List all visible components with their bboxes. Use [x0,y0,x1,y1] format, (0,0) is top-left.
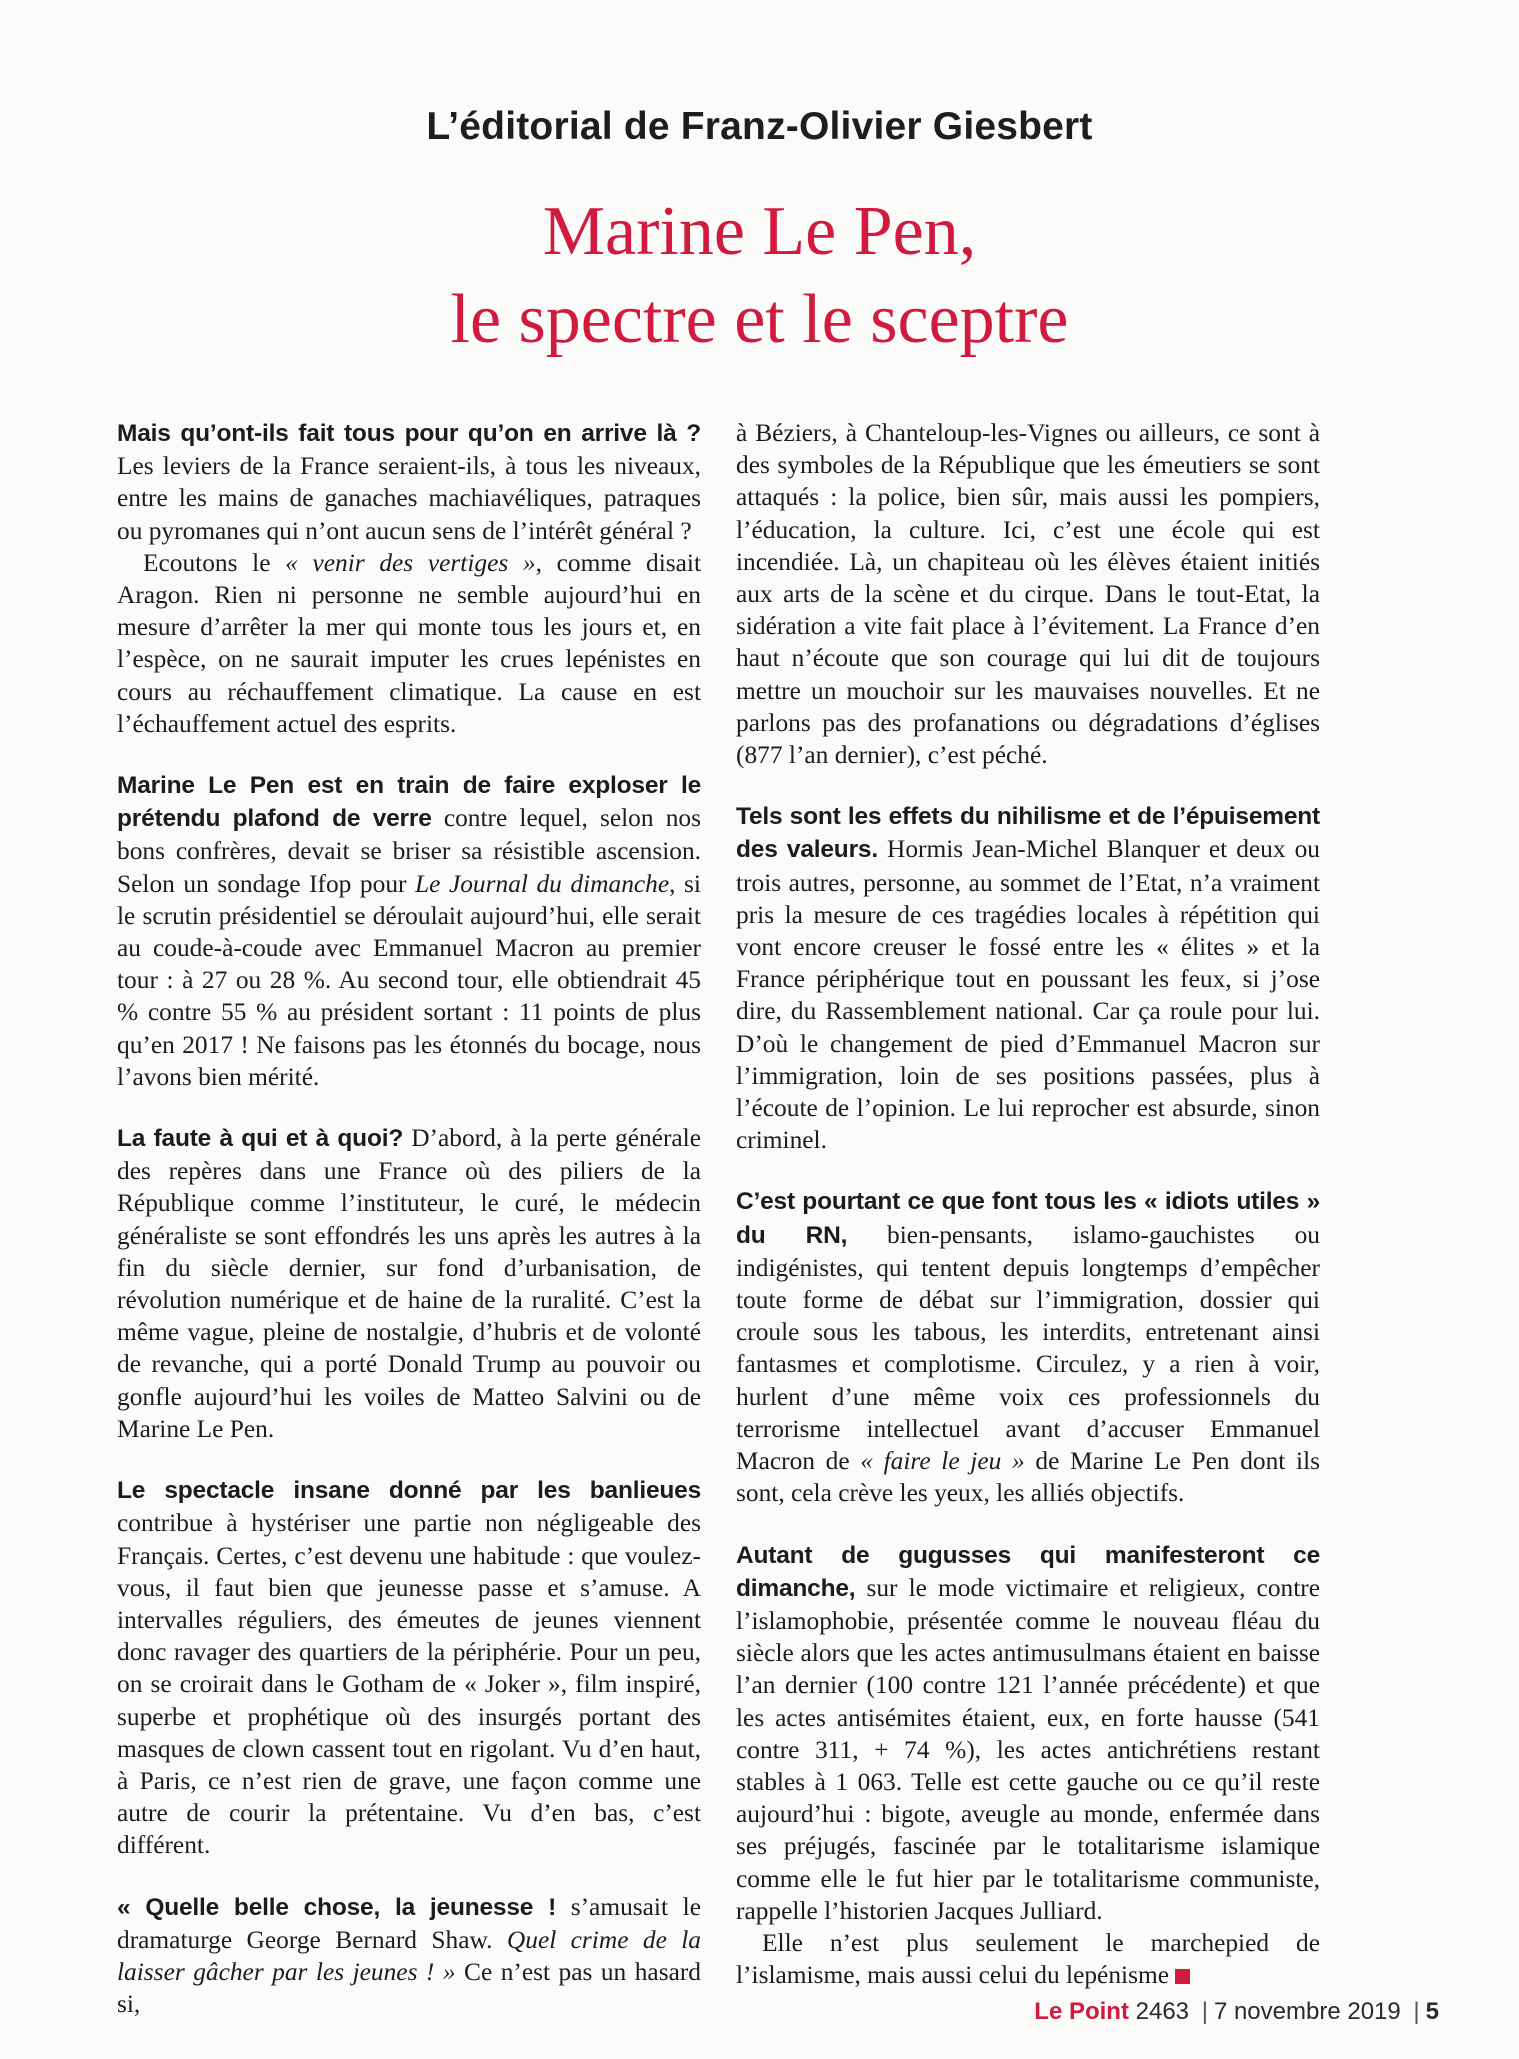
issue-date: 7 novembre 2019 [1213,1998,1401,2025]
paragraph [117,547,701,740]
paragraph-text: de Marine Le Pen dont ils sont, cela crève les yeux, les alliés objectifs. [736,1447,1320,1508]
paragraph-lead: Marine Le Pen est en train de faire exploser le prétendu plafond de verre [117,772,701,833]
title-line-2: le spectre et le sceptre [450,281,1069,358]
paragraph-text: D’abord, à la perte générale des repères dans une France où des piliers de la République comme l’instituteur, le curé, le médecin généraliste se sont effondrés les uns après les autres à la fin du siècle dernier, sur fond d’urbanisation, de révolution numérique et de haine de la ruralité. C’est la même vague, pleine de nostalgie, d’hubris et de volonté de revanche, qui a porté Donald Trump au pouvoir ou gonfle aujourd’hui les voiles de Matteo Salvini ou de Marine Le Pen. [117,1124,701,1443]
paragraph [117,1474,701,1861]
footer-divider: | [1201,1998,1208,2025]
paragraph-quote: « faire le jeu » [860,1447,1025,1476]
title-line-1: Marine Le Pen, [542,193,977,270]
paragraph [736,417,1320,771]
paragraph-text: sur le mode victimaire et religieux, contre l’islamophobie, présentée comme le nouveau fléau du siècle alors que les actes antimusulmans étaient en baisse l’an dernier (100 contre 121 l’année précédente) et que les actes antisémites étaient, eux, en forte hausse (541 contre 311, + 74 %), les actes antichrétiens restant stables à 1 063. Telle est cette gauche ou ce qu’il reste aujourd’hui : bigote, aveugle au monde, enfermée dans ses préjugés, fascinée par le totalitarisme islamique comme elle le fut hier par le totalitarisme communiste, rappelle l’historien Jacques Julliard. [736,1573,1320,1925]
paragraph [736,800,1320,1156]
paragraph-text: Ce n’est pas un hasard si, [117,1957,701,2019]
page-number: 5 [1425,1998,1439,2025]
paragraph-lead: Autant de gugusses qui manifesteront ce dimanche, [736,1541,1320,1602]
page-footer [1034,1998,1439,2026]
paragraph [117,417,701,547]
paragraph-quote: Le Journal du dimanche [415,869,670,898]
paragraph-text: contre lequel, selon nos bons confrères, devait se briser sa résistible ascension. Selon un sondage Ifop pour [117,804,701,898]
paragraph [117,1891,701,2021]
paragraph-quote: Quel crime de la laisser gâcher par les jeunes ! » [117,1925,701,1986]
article-column-right [736,417,1320,1991]
paragraph-lead: La faute à qui et à quoi? [117,1125,404,1153]
paragraph-text: , comme disait Aragon. Rien ni personne ne semble aujourd’hui en mesure d’arrêter la mer qui monte tous les jours et, en l’espèce, on ne saurait imputer les crues lepénistes en cours au réchauffement climatique. La cause en est l’échauffement actuel des esprits. [117,548,702,738]
paragraph-text: , si le scrutin présidentiel se déroulait aujourd’hui, elle serait au coude-à-coude avec Emmanuel Macron au premier tour : à 27 ou 28 %. Au second tour, elle obtiendrait 45 % contre 55 % au président sortant : 11 points de plus qu’en 2017 ! Ne faisons pas les étonnés du bocage, nous l’avons bien mérité. [117,869,701,1091]
paragraph-text: contribue à hystériser une partie non négligeable des Français. Certes, c’est devenu une habitude : que voulez-vous, il faut bien que jeunesse passe et s’amuse. A intervalles réguliers, des émeutes de jeunes viennent donc ravager des quartiers de la périphérie. Pour un peu, on se croirait dans le Gotham de « Joker », film inspiré, superbe et prophétique où des insurgés portant des masques de clown cassent tout en rigolant. Vu d’en haut, à Paris, ce n’est rien de grave, une façon comme une autre de courir la prétentaine. Vu d’en bas, c’est différent. [117,1509,701,1860]
paragraph-text: bien-pensants, islamo-gauchistes ou indigénistes, qui tentent depuis longtemps d’empêcher toute forme de débat sur l’immigration, dossier qui croule sous les tabous, les interdits, entretenant ainsi fantasmes et complotisme. Circulez, y a rien à voir, hurlent d’une même voix ces professionnels du terrorisme intellectuel avant d’accuser Emmanuel Macron de [736,1220,1320,1476]
paragraph-text: s’amusait le dramaturge George Bernard Shaw. [117,1892,701,1954]
footer-divider: | [1413,1998,1420,2025]
paragraph [736,1539,1320,1927]
editorial-kicker: L’éditorial de Franz-Olivier Giesbert [426,105,1093,148]
paragraph-lead: Tels sont les effets du nihilisme et de l’épuisement des valeurs. [736,803,1320,864]
magazine-name: Le Point [1034,1998,1129,2025]
paragraph [117,769,701,1093]
paragraph-text: Elle n’est plus seulement le marchepied de l’islamisme, mais aussi celui du lepénisme [736,1928,1320,1990]
paragraph-text: Les leviers de la France seraient-ils, à tous les niveaux, entre les mains de ganaches machiavéliques, patraques ou pyromanes qui n’ont aucun sens de l’intérêt général ? [117,452,701,545]
paragraph-lead: C’est pourtant ce que font tous les « idiots utiles » du RN, [736,1188,1320,1249]
paragraph [117,1122,701,1445]
article-column-left [117,417,701,2020]
paragraph-text: Ecoutons le [143,548,286,577]
article-title [0,188,1519,364]
paragraph [736,1927,1320,1991]
end-of-article-square-icon [1175,1969,1190,1984]
paragraph-lead: « Quelle belle chose, la jeunesse ! [117,1893,557,1921]
paragraph [736,1185,1320,1509]
paragraph-text: à Béziers, à Chanteloup-les-Vignes ou ailleurs, ce sont à des symboles de la République que les émeutiers se sont attaqués : la police, bien sûr, mais aussi les pompiers, l’éducation, la culture. Ici, c’est une école qui est incendiée. Là, un chapiteau où les élèves étaient initiés aux arts de la scène et du cirque. Dans le tout-Etat, la sidération a vite fait place à l’évitement. La France d’en haut n’écoute que son courage qui lui dit de toujours mettre un mouchoir sur les mauvaises nouvelles. Et ne parlons pas des profanations ou dégradations d’églises (877 l’an dernier), c’est péché. [736,419,1320,770]
paragraph-quote: « venir des vertiges » [285,548,536,577]
issue-number: 2463 [1135,1998,1190,2025]
paragraph-lead: Mais qu’ont-ils fait tous pour qu’on en arrive là ? [117,420,701,447]
paragraph-lead: Le spectacle insane donné par les banlieues [117,1477,701,1505]
paragraph-text: Hormis Jean-Michel Blanquer et deux ou trois autres, personne, au sommet de l’Etat, n’a vraiment pris la mesure de ces tragédies locales à répétition qui vont encore creuser le fossé entre les « élites » et la France périphérique tout en poussant les feux, si j’ose dire, du Rassemblement national. Car ça roule pour lui. D’où le changement de pied d’Emmanuel Macron sur l’immigration, loin de ses positions passées, plus à l’écoute de l’opinion. Le lui reprocher est absurde, sinon criminel. [736,835,1320,1155]
